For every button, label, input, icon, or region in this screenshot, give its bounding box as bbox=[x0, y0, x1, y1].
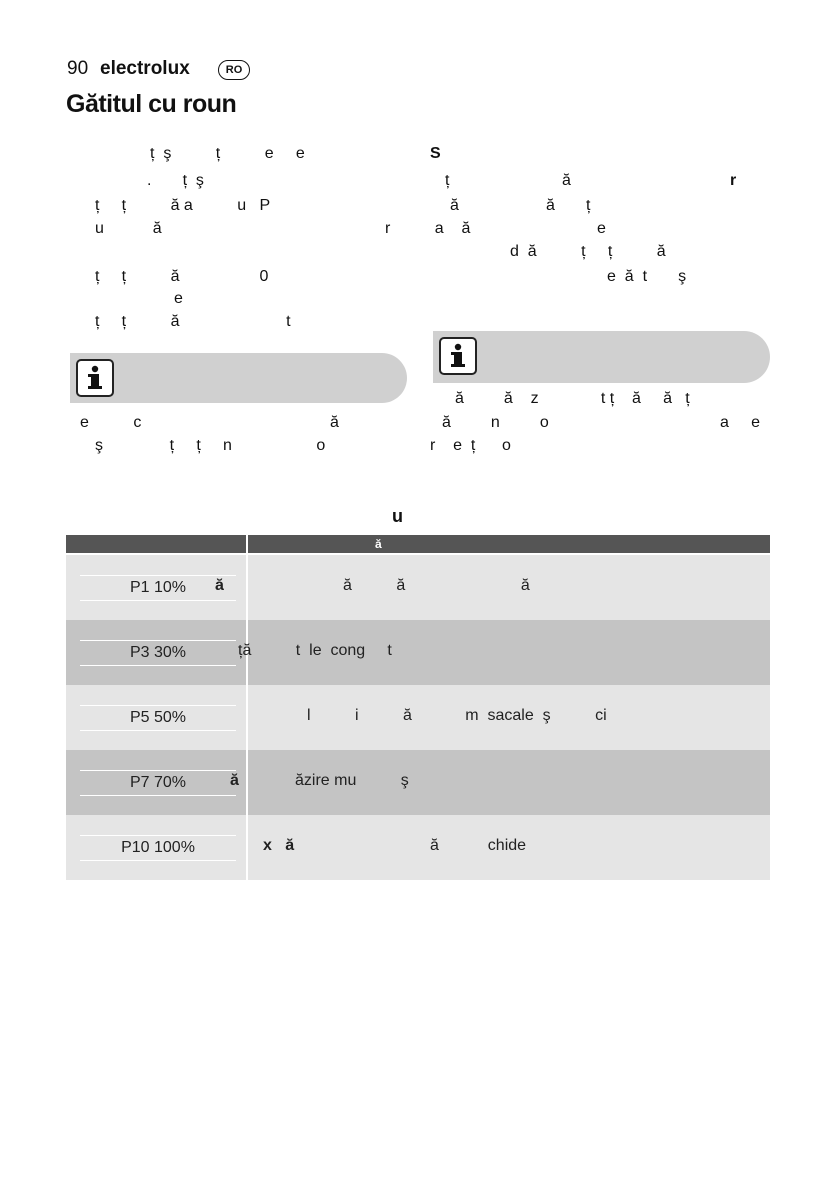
text-fragment: ț bbox=[445, 172, 450, 189]
text-fragment: a e bbox=[720, 414, 761, 431]
usage-text: ă bbox=[215, 577, 224, 594]
page-number: 90 bbox=[67, 58, 89, 79]
language-badge: RO bbox=[218, 60, 250, 80]
power-level-label: P10 100% bbox=[80, 835, 236, 861]
text-fragment: ă bbox=[562, 172, 571, 189]
text-fragment: ț ț ă t bbox=[95, 313, 291, 330]
text-fragment: r a ă bbox=[385, 220, 471, 237]
text-fragment: ă ț bbox=[546, 197, 591, 214]
text-fragment: ț ş ț e e bbox=[150, 145, 305, 162]
table-header bbox=[66, 535, 770, 553]
power-level-label: P5 50% bbox=[80, 705, 236, 731]
usage-text: ță t le cong t bbox=[238, 642, 392, 659]
text-fragment: u ă bbox=[95, 220, 162, 237]
usage-text: l i ă m sacale ş ci bbox=[307, 707, 607, 724]
text-fragment: . ț ş bbox=[147, 172, 204, 189]
table-heading: u bbox=[392, 506, 403, 526]
table-row bbox=[66, 685, 770, 750]
column-divider bbox=[246, 815, 248, 880]
note-box-right bbox=[433, 331, 770, 383]
power-level-label: P3 30% bbox=[80, 640, 236, 666]
text-fragment: r bbox=[730, 172, 737, 189]
text-fragment: e bbox=[174, 290, 183, 307]
table-row bbox=[66, 555, 770, 620]
table-row bbox=[66, 815, 770, 880]
column-divider bbox=[246, 555, 248, 620]
column-divider bbox=[246, 750, 248, 815]
usage-text: ăzire mu ş bbox=[295, 772, 409, 789]
info-icon bbox=[439, 337, 477, 375]
text-fragment: d ă ț ț ă bbox=[510, 243, 666, 260]
power-level-label: P7 70% bbox=[80, 770, 236, 796]
text-fragment: e c bbox=[80, 414, 142, 431]
text-fragment: r e ț o bbox=[430, 437, 511, 454]
table-row bbox=[66, 620, 770, 685]
table-row bbox=[66, 750, 770, 815]
text-fragment: S bbox=[430, 145, 441, 162]
text-fragment: ă bbox=[450, 197, 459, 214]
power-level-label: P1 10% bbox=[80, 575, 236, 601]
table-header-label: ă bbox=[375, 537, 382, 551]
brand-logo-text: electrolux bbox=[100, 58, 190, 79]
table-header-divider bbox=[246, 535, 248, 553]
text-fragment: e ă t ş bbox=[607, 268, 687, 285]
text-fragment: e bbox=[597, 220, 606, 237]
page-title: Gătitul cu roun bbox=[66, 90, 237, 118]
usage-text: ă ă ă bbox=[343, 577, 530, 594]
text-fragment: ț ț ă a u P bbox=[95, 197, 271, 214]
note-box-left bbox=[70, 353, 407, 403]
text-fragment: ț ț ă 0 bbox=[95, 268, 269, 285]
text-fragment: ă n o bbox=[442, 414, 549, 431]
column-divider bbox=[246, 685, 248, 750]
usage-text: x ă bbox=[263, 837, 295, 854]
text-fragment: ă bbox=[330, 414, 339, 431]
text-fragment: ă ă z t ț ă ă ț bbox=[455, 390, 690, 407]
info-icon bbox=[76, 359, 114, 397]
text-fragment: ş ț ț n o bbox=[95, 437, 326, 454]
usage-text: ă chide bbox=[430, 837, 527, 854]
usage-text: ă bbox=[230, 772, 239, 789]
